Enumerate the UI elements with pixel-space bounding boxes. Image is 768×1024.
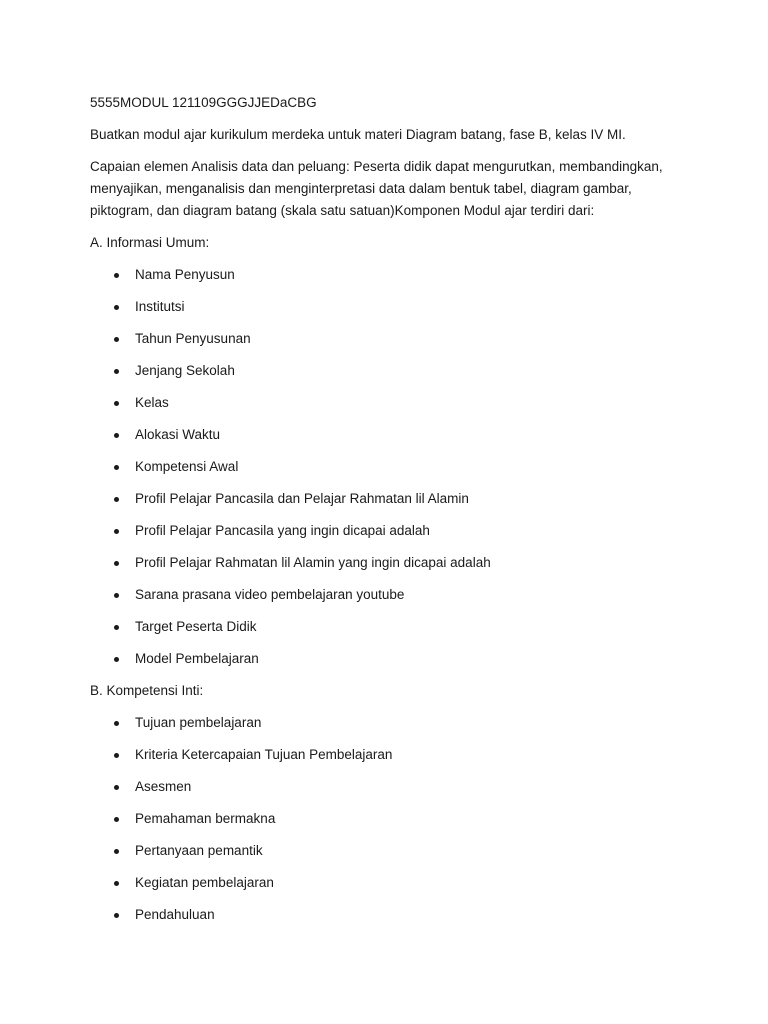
bullet-icon (114, 497, 119, 502)
list-item-label: Kegiatan pembelajaran (135, 875, 274, 890)
list-item (90, 648, 690, 670)
bullet-icon (114, 657, 119, 662)
bullet-icon (114, 305, 119, 310)
list-item (90, 488, 690, 510)
list-item (90, 904, 690, 926)
list-item (90, 424, 690, 446)
list-item-label: Target Peserta Didik (135, 619, 257, 634)
section-b-list (90, 712, 690, 926)
list-item-label: Jenjang Sekolah (135, 363, 235, 378)
list-item-label: Nama Penyusun (135, 267, 235, 282)
bullet-icon (114, 721, 119, 726)
bullet-icon (114, 625, 119, 630)
bullet-icon (114, 401, 119, 406)
list-item (90, 616, 690, 638)
list-item (90, 840, 690, 862)
bullet-icon (114, 817, 119, 822)
list-item-label: Sarana prasana video pembelajaran youtube (135, 587, 405, 602)
bullet-icon (114, 881, 119, 886)
bullet-icon (114, 273, 119, 278)
list-item-label: Profil Pelajar Pancasila dan Pelajar Rahmatan lil Alamin (135, 491, 469, 506)
bullet-icon (114, 561, 119, 566)
section-a-list (90, 264, 690, 670)
list-item-label: Profil Pelajar Pancasila yang ingin dicapai adalah (135, 523, 430, 538)
list-item-label: Profil Pelajar Rahmatan lil Alamin yang ingin dicapai adalah (135, 555, 491, 570)
list-item-label: Tujuan pembelajaran (135, 715, 262, 730)
list-item (90, 456, 690, 478)
list-item (90, 872, 690, 894)
bullet-icon (114, 753, 119, 758)
list-item (90, 776, 690, 798)
list-item-label: Kompetensi Awal (135, 459, 239, 474)
list-item-label: Asesmen (135, 779, 192, 794)
list-item-label: Kriteria Ketercapaian Tujuan Pembelajaran (135, 747, 393, 762)
list-item-label: Pemahaman bermakna (135, 811, 276, 826)
list-item-label: Kelas (135, 395, 169, 410)
bullet-icon (114, 369, 119, 374)
document-page (90, 92, 690, 936)
bullet-icon (114, 593, 119, 598)
section-b-heading: B. Kompetensi Inti: (90, 683, 204, 698)
bullet-icon (114, 529, 119, 534)
capaian-paragraph: Capaian elemen Analisis data dan peluang: Peserta didik dapat mengurutkan, membandingkan, menyajikan, menganalisis dan menginterpretasi data dalam bentuk tabel, diagram gambar, piktogram, dan diagram batang (skala satu satuan)Komponen Modul ajar terdiri dari: (90, 159, 663, 218)
list-item (90, 360, 690, 382)
list-item (90, 296, 690, 318)
list-item (90, 584, 690, 606)
list-item (90, 392, 690, 414)
list-item (90, 520, 690, 542)
document-code-line: 5555MODUL 121109GGGJJEDaCBG (90, 95, 317, 110)
list-item (90, 744, 690, 766)
list-item (90, 808, 690, 830)
bullet-icon (114, 913, 119, 918)
bullet-icon (114, 785, 119, 790)
list-item-label: Pertanyaan pemantik (135, 843, 263, 858)
list-item-label: Model Pembelajaran (135, 651, 259, 666)
intro-paragraph: Buatkan modul ajar kurikulum merdeka untuk materi Diagram batang, fase B, kelas IV MI. (90, 127, 626, 142)
bullet-icon (114, 433, 119, 438)
bullet-icon (114, 849, 119, 854)
section-a-heading: A. Informasi Umum: (90, 235, 210, 250)
bullet-icon (114, 337, 119, 342)
list-item-label: Alokasi Waktu (135, 427, 221, 442)
bullet-icon (114, 465, 119, 470)
list-item (90, 712, 690, 734)
list-item-label: Tahun Penyusunan (135, 331, 251, 346)
list-item-label: Institutsi (135, 299, 185, 314)
list-item (90, 552, 690, 574)
list-item-label: Pendahuluan (135, 907, 215, 922)
list-item (90, 264, 690, 286)
list-item (90, 328, 690, 350)
